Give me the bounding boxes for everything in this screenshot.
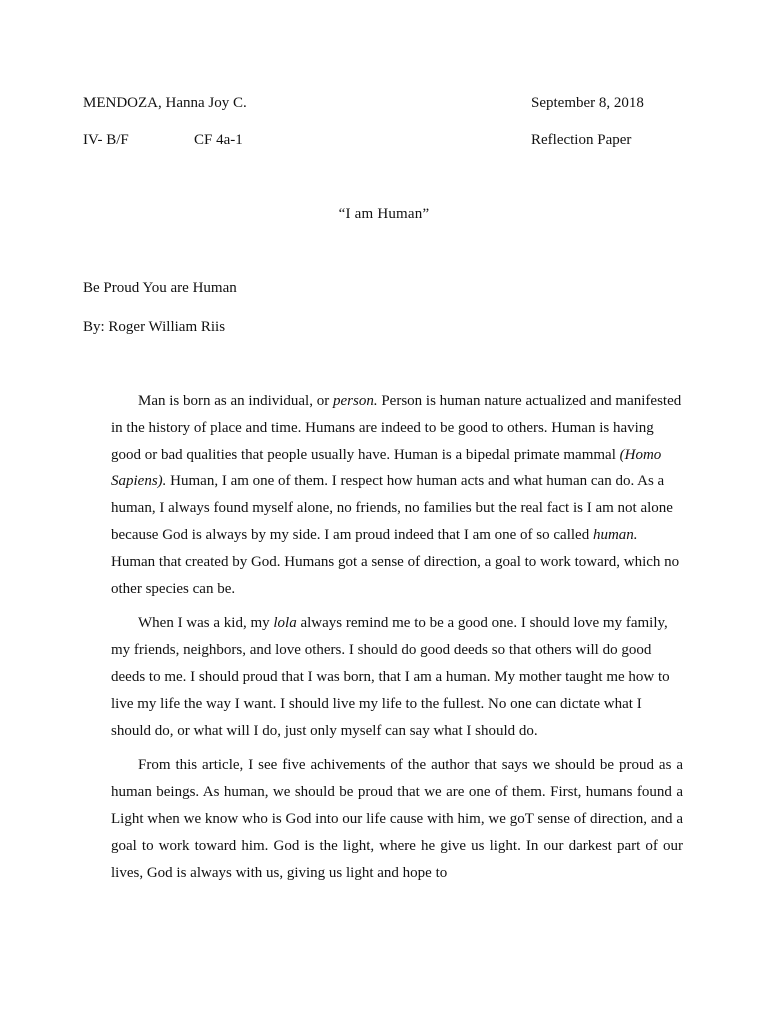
text-run: From this article, I see five achivements of the author that says we should be proud as a human beings. As human, we should be proud that we are one of them. First, humans found a Light when we know who is God into our life cause with him, we goT sense of direction, and a goal to work toward him. God is the light, where he give us light. In our darkest part of our lives, God is always with us, giving us light and hope to: [111, 757, 683, 881]
body-paragraph: [111, 388, 683, 602]
italic-text-run: (Homo Sapiens).: [111, 446, 662, 490]
author-name: MENDOZA, Hanna Joy C.: [83, 95, 247, 111]
body-paragraph: [111, 752, 683, 886]
course-code: CF 4a-1: [194, 132, 243, 148]
italic-text-run: person.: [332, 393, 378, 409]
paper-title: “I am Human”: [338, 206, 430, 222]
document-type: Reflection Paper: [531, 132, 632, 148]
reflection-body: [111, 388, 683, 894]
article-byline: By: Roger William Riis: [83, 319, 226, 335]
italic-text-run: human.: [592, 526, 638, 543]
text-run: Man is born as an individual, or: [138, 393, 333, 409]
class-section: IV- B/F: [83, 132, 129, 148]
document-date: September 8, 2018: [531, 95, 644, 111]
italic-text-run: lola: [273, 615, 297, 632]
text-run: always remind me to be a good one. I should love my family, my friends, neighbors, and love others. I should do good deeds so that others will do good deeds to me. I should proud that I was born, that I am a human. My mother taught me how to live my life the way I want. I should live my life to the fullest. No one can dictate what I should do, or what will I do, just only myself can say what I should do.: [111, 615, 670, 739]
text-run: Person is human nature actualized and manifested in the history of place and time. Humans are indeed to be good to others. Human is having good or bad qualities that people usually have. Human is a bipedal primate mammal: [111, 393, 682, 463]
article-title: Be Proud You are Human: [83, 280, 237, 296]
text-run: Human that created by God. Humans got a sense of direction, a goal to work toward, which no other species can be.: [111, 553, 680, 597]
text-run: When I was a kid, my: [138, 615, 274, 632]
body-paragraph: [111, 610, 683, 744]
text-run: Human, I am one of them. I respect how human acts and what human can do. As a human, I always found myself alone, no friends, no families but the real fact is I am not alone because God is always by my side. I am proud indeed that I am one of so called: [111, 473, 673, 543]
